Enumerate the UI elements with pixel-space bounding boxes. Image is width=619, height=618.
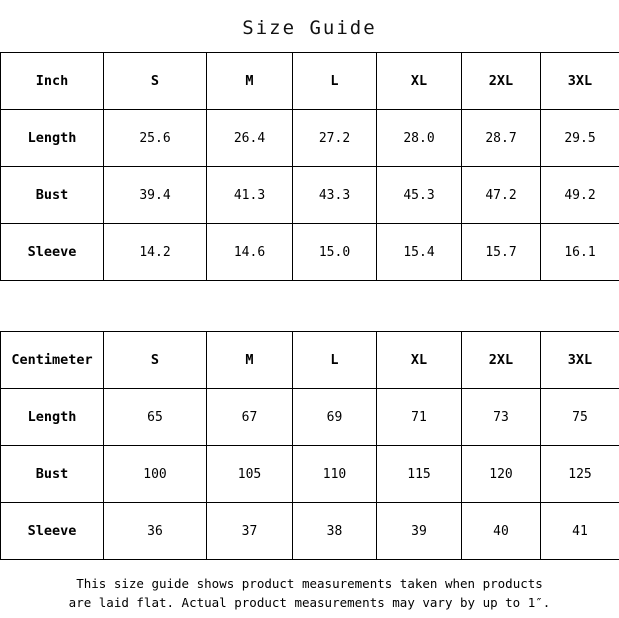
size-header-3xl: 3XL [541,53,619,110]
row-label-bust: Bust [1,446,104,503]
table-row [1,503,619,560]
unit-header-centimeter: Centimeter [1,332,104,389]
cell-length-m: 26.4 [207,110,293,167]
cell-bust-2xl: 120 [462,446,541,503]
unit-header-inch: Inch [1,53,104,110]
disclaimer-line-1: This size guide shows product measurements taken when products [76,576,543,591]
table-header-row [1,53,619,110]
row-label-bust: Bust [1,167,104,224]
cell-bust-s: 39.4 [104,167,207,224]
cell-sleeve-3xl: 41 [541,503,619,560]
cell-bust-2xl: 47.2 [462,167,541,224]
size-header-l: L [293,332,377,389]
size-header-m: M [207,53,293,110]
cell-sleeve-xl: 15.4 [377,224,462,281]
size-guide-disclaimer [0,574,619,613]
table-row [1,110,619,167]
cell-bust-m: 105 [207,446,293,503]
row-label-length: Length [1,110,104,167]
size-header-xl: XL [377,53,462,110]
row-label-length: Length [1,389,104,446]
cell-bust-3xl: 125 [541,446,619,503]
cell-bust-3xl: 49.2 [541,167,619,224]
cell-length-s: 25.6 [104,110,207,167]
cell-length-3xl: 75 [541,389,619,446]
inch-size-table [0,52,619,281]
row-label-sleeve: Sleeve [1,224,104,281]
cell-length-2xl: 28.7 [462,110,541,167]
cell-length-3xl: 29.5 [541,110,619,167]
cell-sleeve-s: 14.2 [104,224,207,281]
centimeter-size-table [0,331,619,560]
table-row [1,167,619,224]
table-header-row [1,332,619,389]
size-header-2xl: 2XL [462,53,541,110]
size-header-m: M [207,332,293,389]
size-header-xl: XL [377,332,462,389]
cell-bust-s: 100 [104,446,207,503]
table-row [1,389,619,446]
inch-table-wrapper [0,52,619,281]
size-header-s: S [104,53,207,110]
cell-sleeve-m: 37 [207,503,293,560]
size-header-s: S [104,332,207,389]
cell-sleeve-l: 15.0 [293,224,377,281]
cell-sleeve-l: 38 [293,503,377,560]
cell-length-2xl: 73 [462,389,541,446]
table-row [1,446,619,503]
cell-bust-m: 41.3 [207,167,293,224]
cell-length-l: 27.2 [293,110,377,167]
centimeter-table-wrapper [0,331,619,560]
cell-length-m: 67 [207,389,293,446]
table-separator [0,281,619,331]
cell-sleeve-xl: 39 [377,503,462,560]
size-header-l: L [293,53,377,110]
size-header-2xl: 2XL [462,332,541,389]
cell-length-l: 69 [293,389,377,446]
cell-length-xl: 71 [377,389,462,446]
table-row [1,224,619,281]
cell-bust-xl: 115 [377,446,462,503]
cell-bust-l: 43.3 [293,167,377,224]
cell-sleeve-3xl: 16.1 [541,224,619,281]
cell-sleeve-m: 14.6 [207,224,293,281]
cell-bust-xl: 45.3 [377,167,462,224]
cell-sleeve-2xl: 15.7 [462,224,541,281]
cell-length-s: 65 [104,389,207,446]
cell-bust-l: 110 [293,446,377,503]
size-header-3xl: 3XL [541,332,619,389]
cell-sleeve-s: 36 [104,503,207,560]
disclaimer-line-2: are laid flat. Actual product measurements may vary by up to 1″. [68,595,551,611]
cell-length-xl: 28.0 [377,110,462,167]
row-label-sleeve: Sleeve [1,503,104,560]
page-title: Size Guide [242,17,377,39]
cell-sleeve-2xl: 40 [462,503,541,560]
